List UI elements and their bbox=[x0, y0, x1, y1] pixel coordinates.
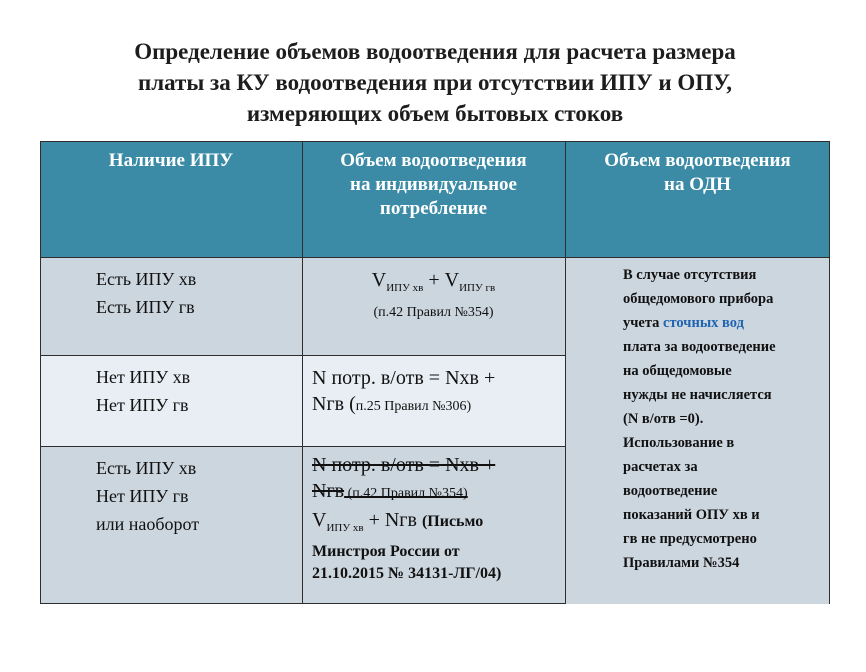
row1-formula bbox=[302, 267, 565, 301]
odn-line: В случае отсутствия bbox=[623, 267, 757, 283]
page-title bbox=[40, 36, 830, 129]
column-divider bbox=[302, 141, 303, 604]
row2-ipu-line-1: Нет ИПУ хв bbox=[96, 367, 191, 387]
table-border-left bbox=[40, 141, 41, 604]
row2-formula-line-2 bbox=[312, 391, 565, 420]
title-line-3: измеряющих объем бытовых стоков bbox=[246, 101, 624, 126]
formula-subscript: ИПУ хв bbox=[386, 282, 424, 294]
row1-reference: (п.42 Правил №354) bbox=[373, 305, 494, 320]
row3-letter-line-2: Минстроя России от bbox=[312, 543, 460, 560]
row1-volume-cell bbox=[302, 257, 565, 355]
odn-line: Использование в bbox=[623, 435, 735, 451]
odn-line: расчетах за bbox=[623, 459, 698, 475]
row2-formula-line-1: N потр. в/отв = Nхв + bbox=[312, 367, 496, 389]
row2-ipu-cell bbox=[40, 355, 302, 446]
formula-plus: + bbox=[423, 269, 445, 291]
header-divider bbox=[40, 257, 830, 258]
row2-volume-cell bbox=[302, 355, 565, 446]
row3-struck-formula-line-1: N потр. в/отв = Nхв + bbox=[312, 454, 496, 476]
row2-reference: п.25 Правил №306) bbox=[355, 399, 472, 414]
row3-ipu-line-3: или наоборот bbox=[96, 514, 200, 534]
odn-line: общедомового прибора bbox=[623, 291, 774, 307]
row3-struck-reference: (п.42 Правил №354) bbox=[344, 486, 468, 501]
row2-formula-text: Nгв ( bbox=[312, 393, 356, 415]
table-border-right bbox=[829, 141, 830, 604]
row3-volume-cell bbox=[302, 446, 565, 604]
header-odn-volume bbox=[565, 141, 830, 257]
odn-line: (N в/отв =0). bbox=[623, 411, 704, 427]
row3-struck-formula-line-2 bbox=[312, 478, 565, 507]
column-divider bbox=[565, 141, 566, 604]
title-line-1: Определение объемов водоотведения для расчета размера bbox=[134, 39, 736, 64]
row1-ipu-line-2: Есть ИПУ гв bbox=[96, 297, 195, 317]
row3-letter-line-3: 21.10.2015 № 34131-ЛГ/04) bbox=[312, 565, 502, 582]
odn-line: водоотведение bbox=[623, 483, 718, 499]
formula-subscript: ИПУ гв bbox=[459, 282, 496, 294]
header-col2-line-3: потребление bbox=[379, 198, 488, 219]
formula-rest: + Nгв bbox=[363, 509, 422, 531]
row3-struck-text: Nгв bbox=[312, 480, 345, 502]
row3-ipu-line-2: Нет ИПУ гв bbox=[96, 486, 189, 506]
row3-ipu-cell bbox=[40, 446, 302, 604]
odn-line: на общедомовые bbox=[623, 363, 732, 379]
formula-subscript: ИПУ хв bbox=[326, 522, 364, 534]
row1-ipu-cell bbox=[40, 257, 302, 355]
row2-ipu-line-2: Нет ИПУ гв bbox=[96, 395, 189, 415]
odn-line: показаний ОПУ хв и bbox=[623, 507, 760, 523]
table-border-top bbox=[40, 141, 830, 142]
odn-line: Правилами №354 bbox=[623, 555, 740, 571]
row1-ipu-line-1: Есть ИПУ хв bbox=[96, 269, 197, 289]
formula-v-symbol: V bbox=[444, 269, 460, 291]
header-col3-line-1: Объем водоотведения bbox=[604, 150, 791, 171]
odn-line: нужды не начисляется bbox=[623, 387, 772, 403]
odn-line: гв не предусмотрено bbox=[623, 531, 757, 547]
header-ipu-label: Наличие ИПУ bbox=[108, 150, 234, 171]
formula-v-symbol: V bbox=[371, 269, 387, 291]
odn-cell bbox=[565, 257, 830, 604]
odn-text: учета bbox=[623, 315, 664, 331]
formula-v-symbol: V bbox=[312, 509, 327, 531]
odn-highlight-text: сточных вод bbox=[663, 315, 744, 331]
odn-line: плата за водоотведение bbox=[623, 339, 776, 355]
letter-reference: (Письмо bbox=[421, 513, 484, 530]
title-line-2: платы за КУ водоотведения при отсутствии ИПУ и ОПУ, bbox=[137, 70, 733, 95]
header-ipu bbox=[40, 141, 302, 257]
header-col2-line-2: на индивидуальное bbox=[350, 174, 517, 195]
header-individual-volume bbox=[302, 141, 565, 257]
odn-line bbox=[623, 311, 830, 335]
header-col3-line-2: на ОДН bbox=[664, 174, 731, 195]
water-disposal-table bbox=[40, 141, 830, 604]
row3-formula bbox=[312, 507, 565, 541]
header-col2-line-1: Объем водоотведения bbox=[340, 150, 527, 171]
row3-ipu-line-1: Есть ИПУ хв bbox=[96, 458, 197, 478]
